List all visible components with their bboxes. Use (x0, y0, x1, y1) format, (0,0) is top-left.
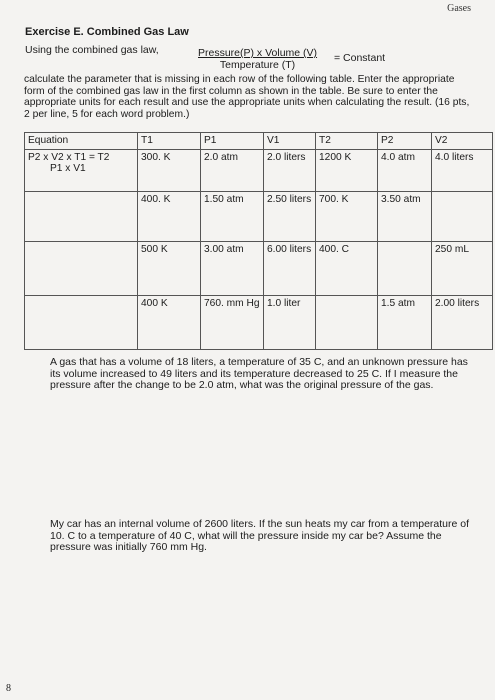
cell-t2: 1200 K (316, 150, 378, 192)
cell-p1: 3.00 atm (201, 242, 264, 296)
cell-p2[interactable] (378, 242, 432, 296)
equation-cell[interactable] (25, 296, 138, 350)
gas-law-fraction (198, 47, 317, 71)
table-row (25, 242, 493, 296)
page-number: 8 (6, 683, 11, 694)
cell-t2: 400. C (316, 242, 378, 296)
cell-t1: 500 K (138, 242, 201, 296)
equation-denominator: P1 x V1 (50, 163, 86, 174)
equation-numerator: P2 x V2 x T1 = T2 (28, 152, 110, 163)
word-problem-2: My car has an internal volume of 2600 liters. If the sun heats my car from a temperature of 10. C to a temperature of 40 C, what will the pressure inside my car be? Assume the pressure was initially 760 mm Hg. (50, 518, 470, 553)
cell-v1: 2.50 liters (264, 192, 316, 242)
cell-v2: 4.0 liters (432, 150, 493, 192)
header-p1: P1 (201, 133, 264, 150)
cell-v1: 2.0 liters (264, 150, 316, 192)
cell-v2[interactable] (432, 192, 493, 242)
formula-lead: Using the combined gas law, (25, 44, 159, 56)
fraction-denominator: Temperature (T) (219, 59, 296, 71)
cell-t1: 400 K (138, 296, 201, 350)
exercise-title: Exercise E. Combined Gas Law (25, 26, 189, 38)
table-row (25, 296, 493, 350)
cell-t2: 700. K (316, 192, 378, 242)
word-problem-1: A gas that has a volume of 18 liters, a temperature of 35 C, and an unknown pressure has its volume increased to 49 liters and its temperature decreased to 25 C. If I measure the pressure after the change to be 2.0 atm, what was the original pressure of the gas. (50, 356, 468, 391)
cell-t2[interactable] (316, 296, 378, 350)
cell-p2: 3.50 atm (378, 192, 432, 242)
instructions-paragraph: calculate the parameter that is missing in each row of the following table. Enter the appropriate form of the combined gas law in the first column as shown in the table. Be sure to enter the appropriate units for each result and use the appropriate units when calculating the result. (16 pts, 2 per line, 5 for each word problem.) (24, 74, 470, 120)
cell-v2: 2.00 liters (432, 296, 493, 350)
equation-cell[interactable] (25, 192, 138, 242)
fraction-equals-constant: = Constant (334, 52, 386, 64)
cell-p2: 1.5 atm (378, 296, 432, 350)
cell-t1: 400. K (138, 192, 201, 242)
fraction-numerator: Pressure(P) x Volume (V) (198, 47, 318, 59)
cell-v1: 6.00 liters (264, 242, 316, 296)
cell-p1: 1.50 atm (201, 192, 264, 242)
header-equation: Equation (25, 133, 138, 150)
header-t2: T2 (316, 133, 378, 150)
table-row (25, 150, 493, 192)
cell-v2: 250 mL (432, 242, 493, 296)
equation-cell (25, 150, 138, 192)
cell-p1: 2.0 atm (201, 150, 264, 192)
running-header: Gases (447, 3, 471, 14)
table-header-row (25, 133, 493, 150)
cell-v1: 1.0 liter (264, 296, 316, 350)
cell-p2: 4.0 atm (378, 150, 432, 192)
table-row (25, 192, 493, 242)
header-v2: V2 (432, 133, 493, 150)
equation-cell[interactable] (25, 242, 138, 296)
header-t1: T1 (138, 133, 201, 150)
header-v1: V1 (264, 133, 316, 150)
gas-law-table (24, 132, 493, 350)
cell-p1: 760. mm Hg (201, 296, 264, 350)
cell-t1: 300. K (138, 150, 201, 192)
header-p2: P2 (378, 133, 432, 150)
